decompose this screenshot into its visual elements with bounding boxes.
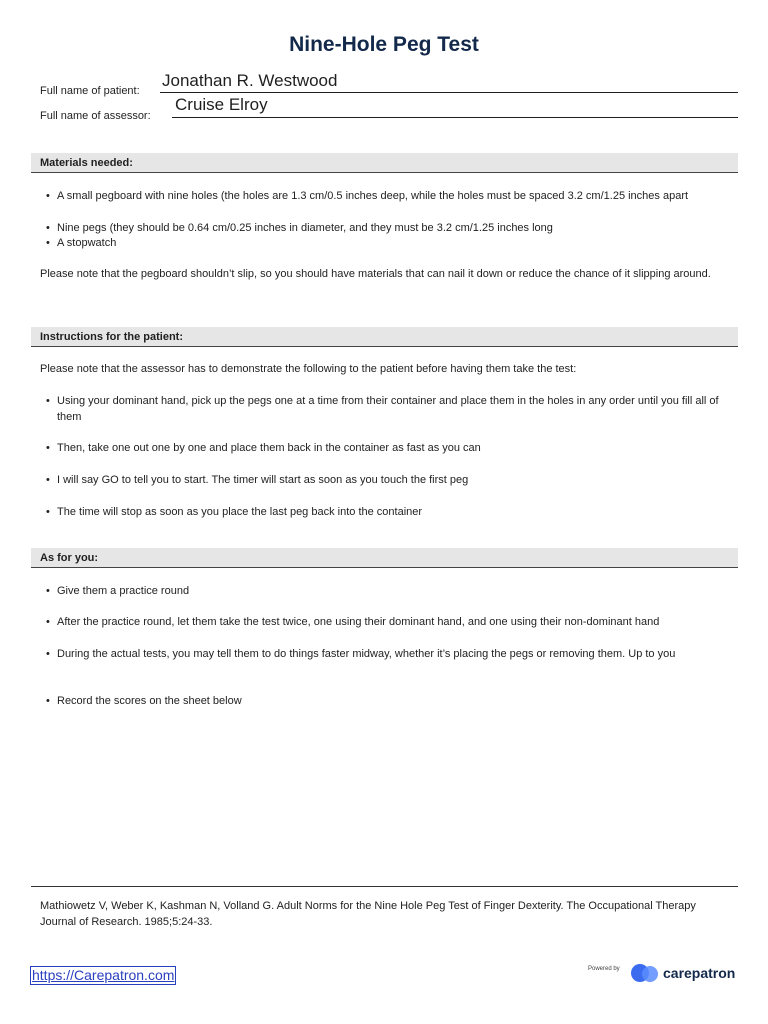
assessor-name-row bbox=[40, 94, 738, 122]
list-item: • A small pegboard with nine holes (the holes are 1.3 cm/0.5 inches deep, while the holes must be spaced 3.2 cm/1.25 inches apart bbox=[46, 190, 689, 202]
list-item: • Give them a practice round bbox=[46, 585, 190, 597]
materials-note: Please note that the pegboard shouldn’t slip, so you should have materials that can nail it down or reduce the chance of it slipping around. bbox=[40, 268, 711, 280]
assessor-name-field[interactable]: Cruise Elroy bbox=[175, 95, 268, 114]
reference-citation: Mathiowetz V, Weber K, Kashman N, Volland G. Adult Norms for the Nine Hole Peg Test of Finger Dexterity. The Occupational Therapy Journal of Research. 1985;5:24-33. bbox=[40, 900, 696, 928]
carepatron-link[interactable]: https://Carepatron.com bbox=[32, 967, 175, 983]
list-item: • Record the scores on the sheet below bbox=[46, 695, 242, 707]
list-item: • Then, take one out one by one and place them back in the container as fast as you can bbox=[46, 442, 481, 454]
patient-name-row bbox=[40, 69, 738, 97]
as-for-you-header: As for you: bbox=[31, 548, 738, 568]
carepatron-logo bbox=[630, 962, 735, 984]
list-item: • A stopwatch bbox=[46, 237, 117, 249]
powered-by-label: Powered by bbox=[588, 966, 620, 972]
instructions-header: Instructions for the patient: bbox=[31, 327, 738, 347]
patient-name-label: Full name of patient: bbox=[40, 85, 140, 97]
page-title: Nine-Hole Peg Test bbox=[289, 33, 479, 56]
instructions-intro: Please note that the assessor has to demonstrate the following to the patient before having them take the test: bbox=[40, 363, 577, 375]
reference-divider bbox=[31, 886, 738, 887]
list-item: • Using your dominant hand, pick up the pegs one at a time from their container and place them in the holes in any order until you fill all of them bbox=[46, 395, 719, 423]
list-item: • Nine pegs (they should be 0.64 cm/0.25 inches in diameter, and they must be 3.2 cm/1.25 inches long bbox=[46, 222, 553, 234]
materials-header: Materials needed: bbox=[31, 153, 738, 173]
list-item: • After the practice round, let them take the test twice, one using their dominant hand, and one using their non-dominant hand bbox=[46, 616, 660, 628]
list-item: • During the actual tests, you may tell them to do things faster midway, whether it’s placing the pegs or removing them. Up to you bbox=[46, 648, 676, 660]
list-item: • The time will stop as soon as you place the last peg back into the container bbox=[46, 506, 423, 518]
carepatron-logo-icon bbox=[630, 963, 660, 983]
list-item: • I will say GO to tell you to start. The timer will start as soon as you touch the first peg bbox=[46, 474, 469, 486]
carepatron-brand-text: carepatron bbox=[663, 965, 736, 981]
patient-name-field[interactable]: Jonathan R. Westwood bbox=[162, 71, 338, 90]
assessor-name-label: Full name of assessor: bbox=[40, 110, 151, 122]
